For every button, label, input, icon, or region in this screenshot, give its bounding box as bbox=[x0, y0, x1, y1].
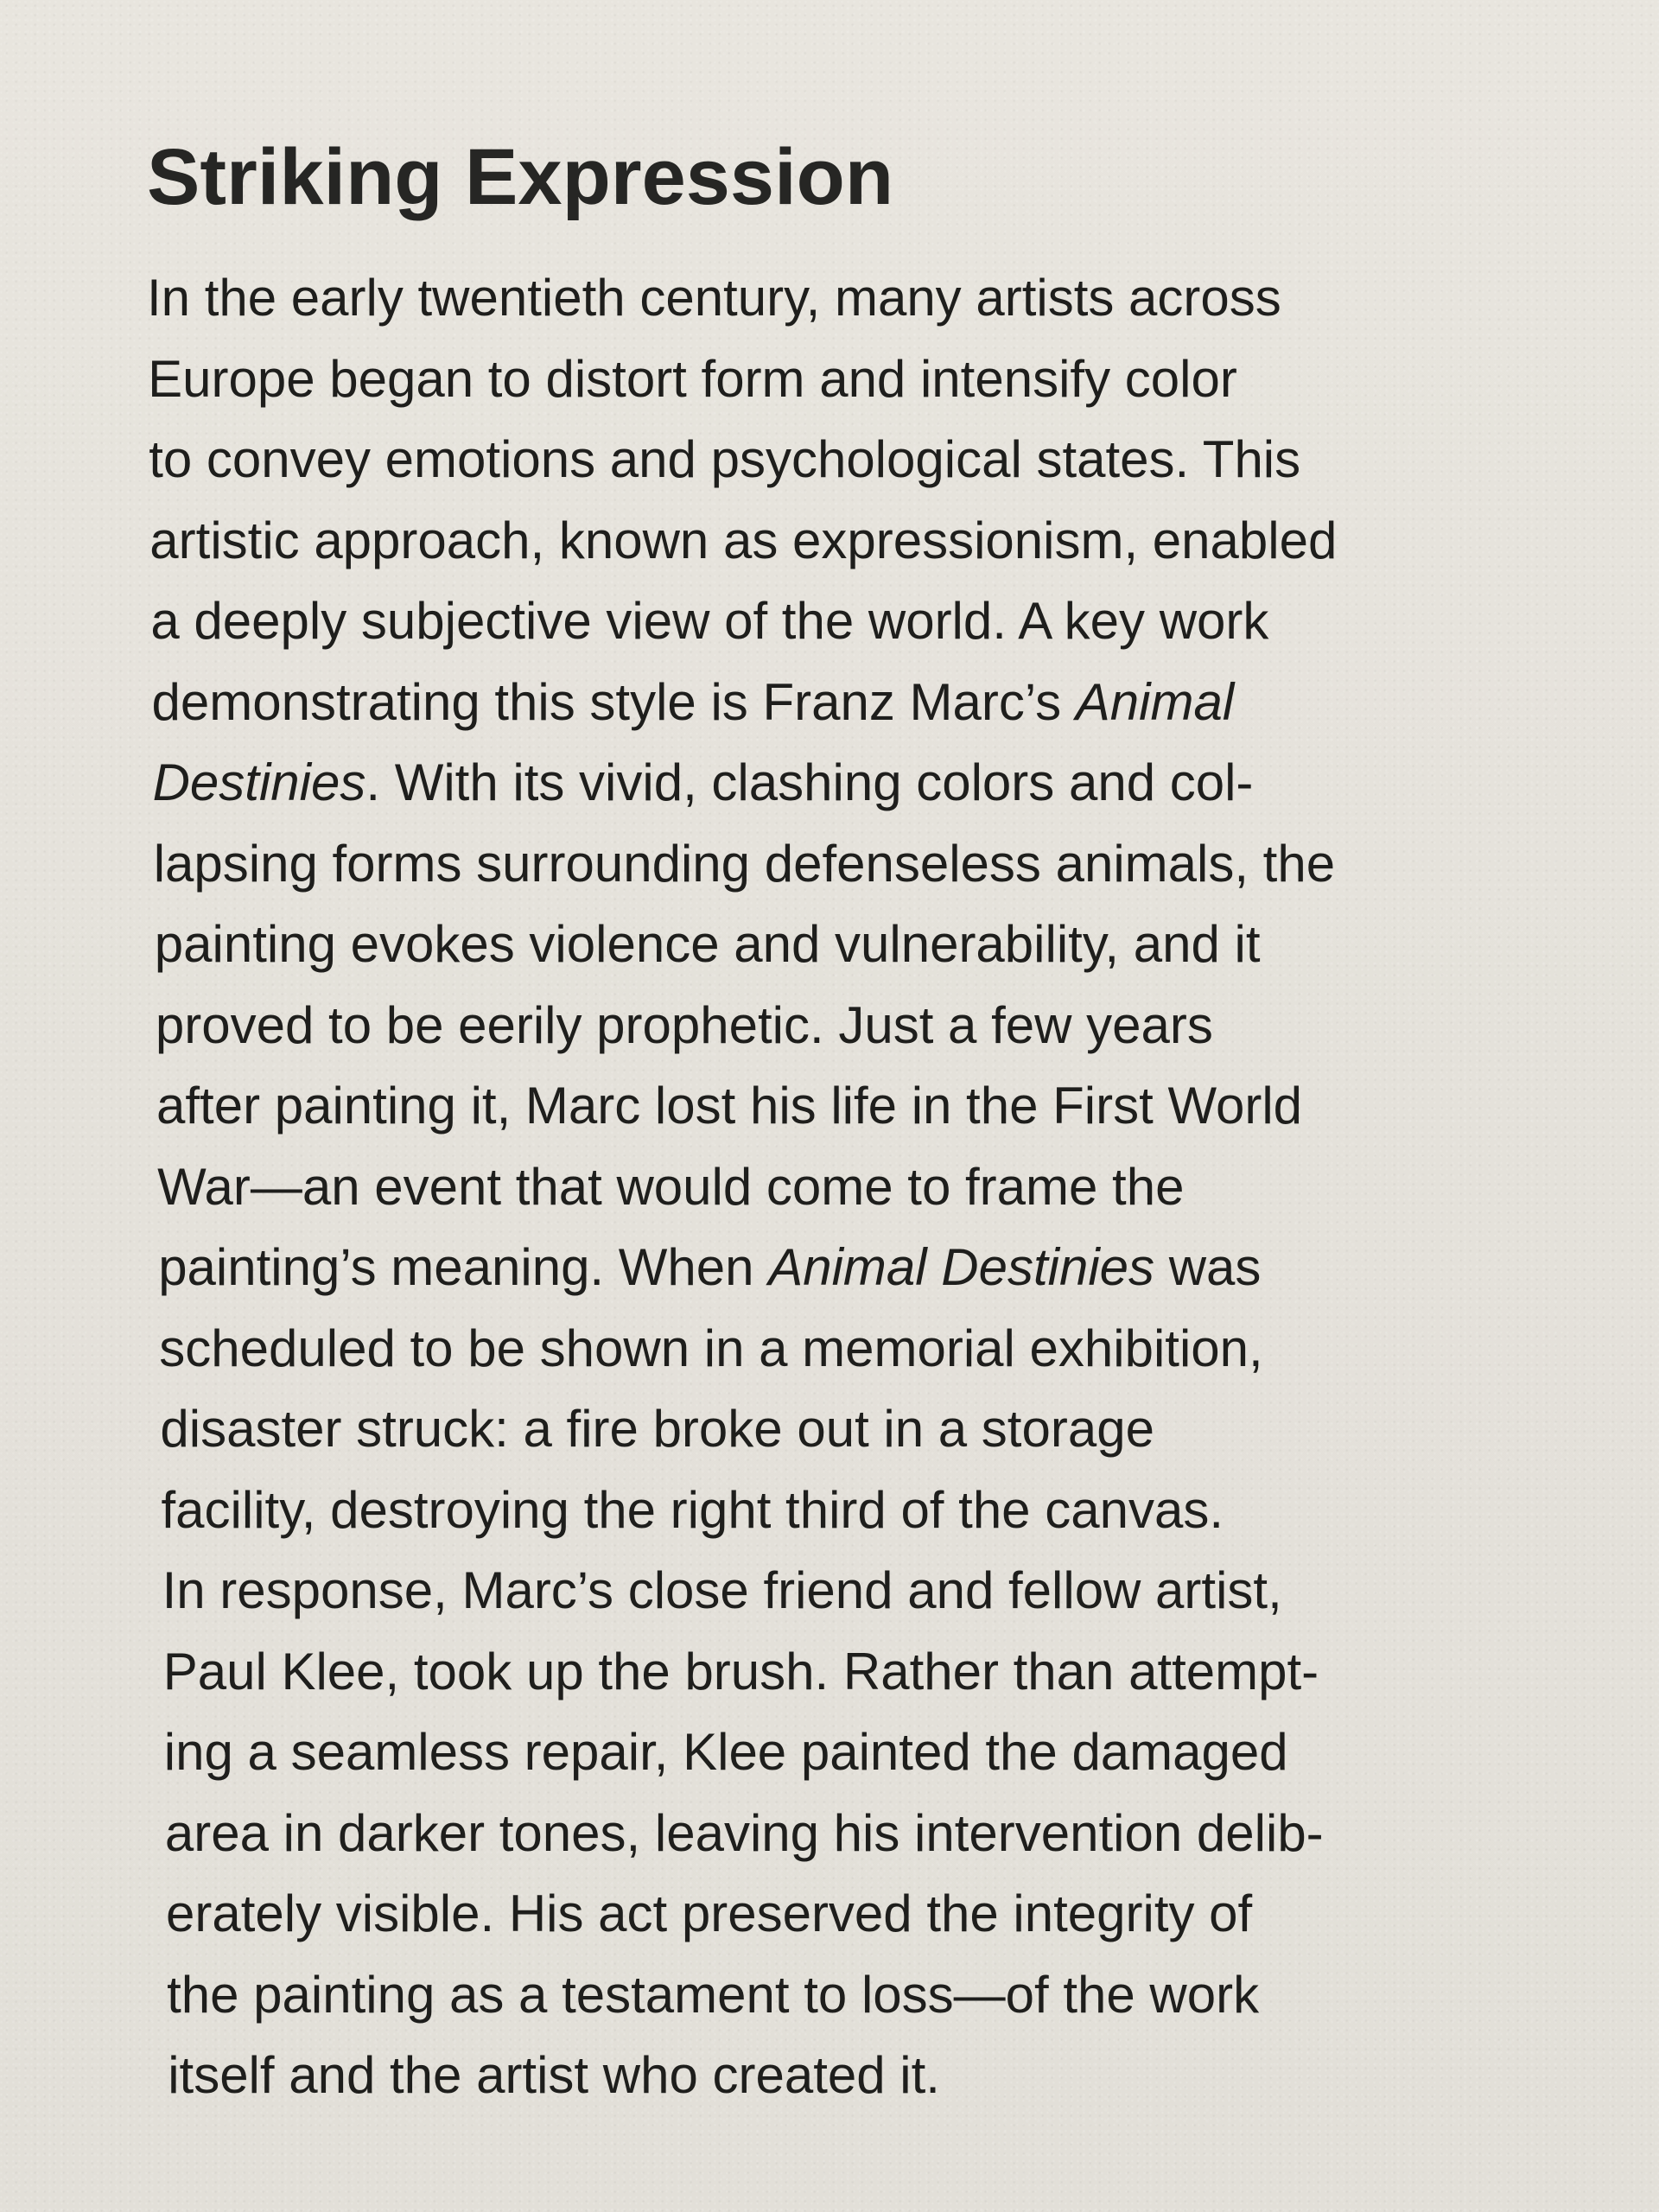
body-text-segment: In response, Marc’s close friend and fellow artist, bbox=[162, 1561, 1282, 1619]
body-text-segment: War—an event that would come to frame the bbox=[157, 1157, 1185, 1216]
body-line bbox=[147, 581, 1547, 662]
body-line bbox=[147, 1955, 1547, 2036]
body-text-segment: after painting it, Marc lost his life in the First World bbox=[156, 1077, 1303, 1135]
body-text-segment: the painting as a testament to loss—of the work bbox=[167, 1965, 1260, 2024]
body-text-segment: In the early twentieth century, many artists across bbox=[147, 269, 1281, 327]
body-line bbox=[147, 2035, 1547, 2116]
label-body-text bbox=[147, 257, 1547, 2116]
body-line bbox=[147, 985, 1547, 1066]
body-line bbox=[147, 257, 1547, 339]
body-text-segment: Paul Klee, took up the brush. Rather than attempt- bbox=[162, 1642, 1319, 1700]
body-line bbox=[147, 904, 1547, 985]
body-text-segment: a deeply subjective view of the world. A key work bbox=[150, 592, 1269, 650]
body-text-segment: itself and the artist who created it. bbox=[168, 2046, 940, 2104]
artwork-title-italic: Animal Destinies bbox=[768, 1238, 1155, 1296]
body-text-segment: proved to be eerily prophetic. Just a few years bbox=[155, 995, 1213, 1054]
wall-label bbox=[147, 130, 1547, 2116]
body-text-segment: facility, destroying the right third of the canvas. bbox=[161, 1480, 1224, 1539]
body-line bbox=[147, 1308, 1547, 1389]
body-text-segment: area in darker tones, leaving his intervention delib- bbox=[164, 1803, 1324, 1862]
body-line bbox=[147, 1550, 1547, 1631]
body-text-segment: to convey emotions and psychological states. This bbox=[149, 430, 1301, 488]
body-line bbox=[147, 742, 1547, 823]
body-text-segment: ing a seamless repair, Klee painted the damaged bbox=[163, 1723, 1288, 1781]
label-title: Striking Expression bbox=[147, 133, 894, 221]
body-line bbox=[147, 662, 1547, 743]
body-text-segment: Europe began to distort form and intensify color bbox=[148, 349, 1237, 408]
body-line bbox=[147, 1065, 1547, 1147]
body-text-segment: painting’s meaning. When bbox=[158, 1238, 769, 1296]
body-line bbox=[147, 1873, 1547, 1955]
body-text-segment: . With its vivid, clashing colors and col- bbox=[365, 753, 1254, 811]
body-line bbox=[147, 500, 1547, 582]
body-line bbox=[147, 1470, 1547, 1551]
body-line bbox=[147, 1712, 1547, 1793]
body-line bbox=[147, 823, 1547, 905]
body-text-segment: lapsing forms surrounding defenseless animals, the bbox=[153, 834, 1336, 893]
body-text-segment: scheduled to be shown in a memorial exhibition, bbox=[159, 1319, 1263, 1377]
body-line bbox=[147, 1389, 1547, 1470]
body-line bbox=[147, 339, 1547, 420]
body-text-segment: demonstrating this style is Franz Marc’s bbox=[151, 672, 1076, 731]
body-text-segment: erately visible. His act preserved the integrity of bbox=[166, 1885, 1253, 1942]
body-text-segment: painting evokes violence and vulnerability, and it bbox=[154, 915, 1261, 973]
body-text-segment: was bbox=[1154, 1238, 1262, 1296]
artwork-title-italic: Animal bbox=[1075, 672, 1235, 731]
body-line bbox=[147, 1147, 1547, 1228]
body-text-segment: artistic approach, known as expressionism, enabled bbox=[149, 511, 1338, 569]
body-line bbox=[147, 1631, 1547, 1713]
body-line bbox=[147, 1793, 1547, 1874]
artwork-title-italic: Destinies bbox=[152, 753, 366, 811]
body-line bbox=[147, 1227, 1547, 1308]
body-text-segment: disaster struck: a fire broke out in a storage bbox=[160, 1400, 1154, 1458]
body-line bbox=[147, 419, 1547, 500]
